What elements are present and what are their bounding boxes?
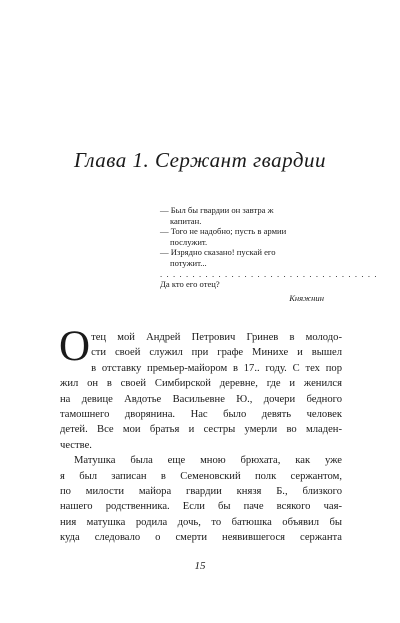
drop-cap: О [59,323,91,370]
text-line: куда следовало о смерти неявившегося сержанта [60,532,342,544]
chapter-body [59,323,342,546]
epigraph-line: — Был бы гвардии он завтра ж [160,205,274,215]
epigraph-line: — Изрядно сказано! пускай его [160,247,276,258]
chapter-title: Глава 1. Сержант гвардии [73,148,326,172]
text-line: по милости майора гвардии князя Б., близкого [60,486,342,498]
epigraph-ellipsis: . . . . . . . . . . . . . . . . . . . . . . . . . . . . . . . . . . [160,268,378,279]
epigraph-line: Да кто его отец? [160,279,220,290]
text-line: сти своей служил при графе Минихе и вышел [91,347,342,359]
text-line: честве. [60,439,92,451]
epigraph-line: послужит. [170,236,208,247]
text-line: тамошнего дворянина. Нас было девять человек [60,409,342,421]
epigraph [160,205,378,303]
page-number: 15 [194,560,206,572]
text-line: тец мой Андрей Петрович Гринев в молодо- [91,332,342,343]
text-line: я был записан в Семеновский полк сержантом, [60,470,342,482]
text-line: на девице Авдотье Васильевне Ю., дочери бедного [60,393,342,405]
paragraph-2 [60,453,342,545]
text-line: ния матушка родила дочь, то батюшка объявил бы [60,516,342,528]
text-line: жил он в своей Симбирской деревне, где и женился [60,378,342,390]
epigraph-author: Княжнин [289,292,324,303]
text-line: в отставку премьер-майором в 17.. году. С тех пор [91,362,342,374]
epigraph-line: потужит... [170,257,207,268]
text-line: детей. Все мои братья и сестры умерли во младен- [60,424,342,436]
paragraph-1 [59,323,342,453]
epigraph-line: капитан. [170,215,202,226]
text-line: Матушка была еще мною брюхата, как уже [74,455,342,467]
text-line: нашего родственника. Если бы паче всякого чая- [60,501,342,513]
epigraph-line: — Того не надобно; пусть в армии [160,226,287,237]
